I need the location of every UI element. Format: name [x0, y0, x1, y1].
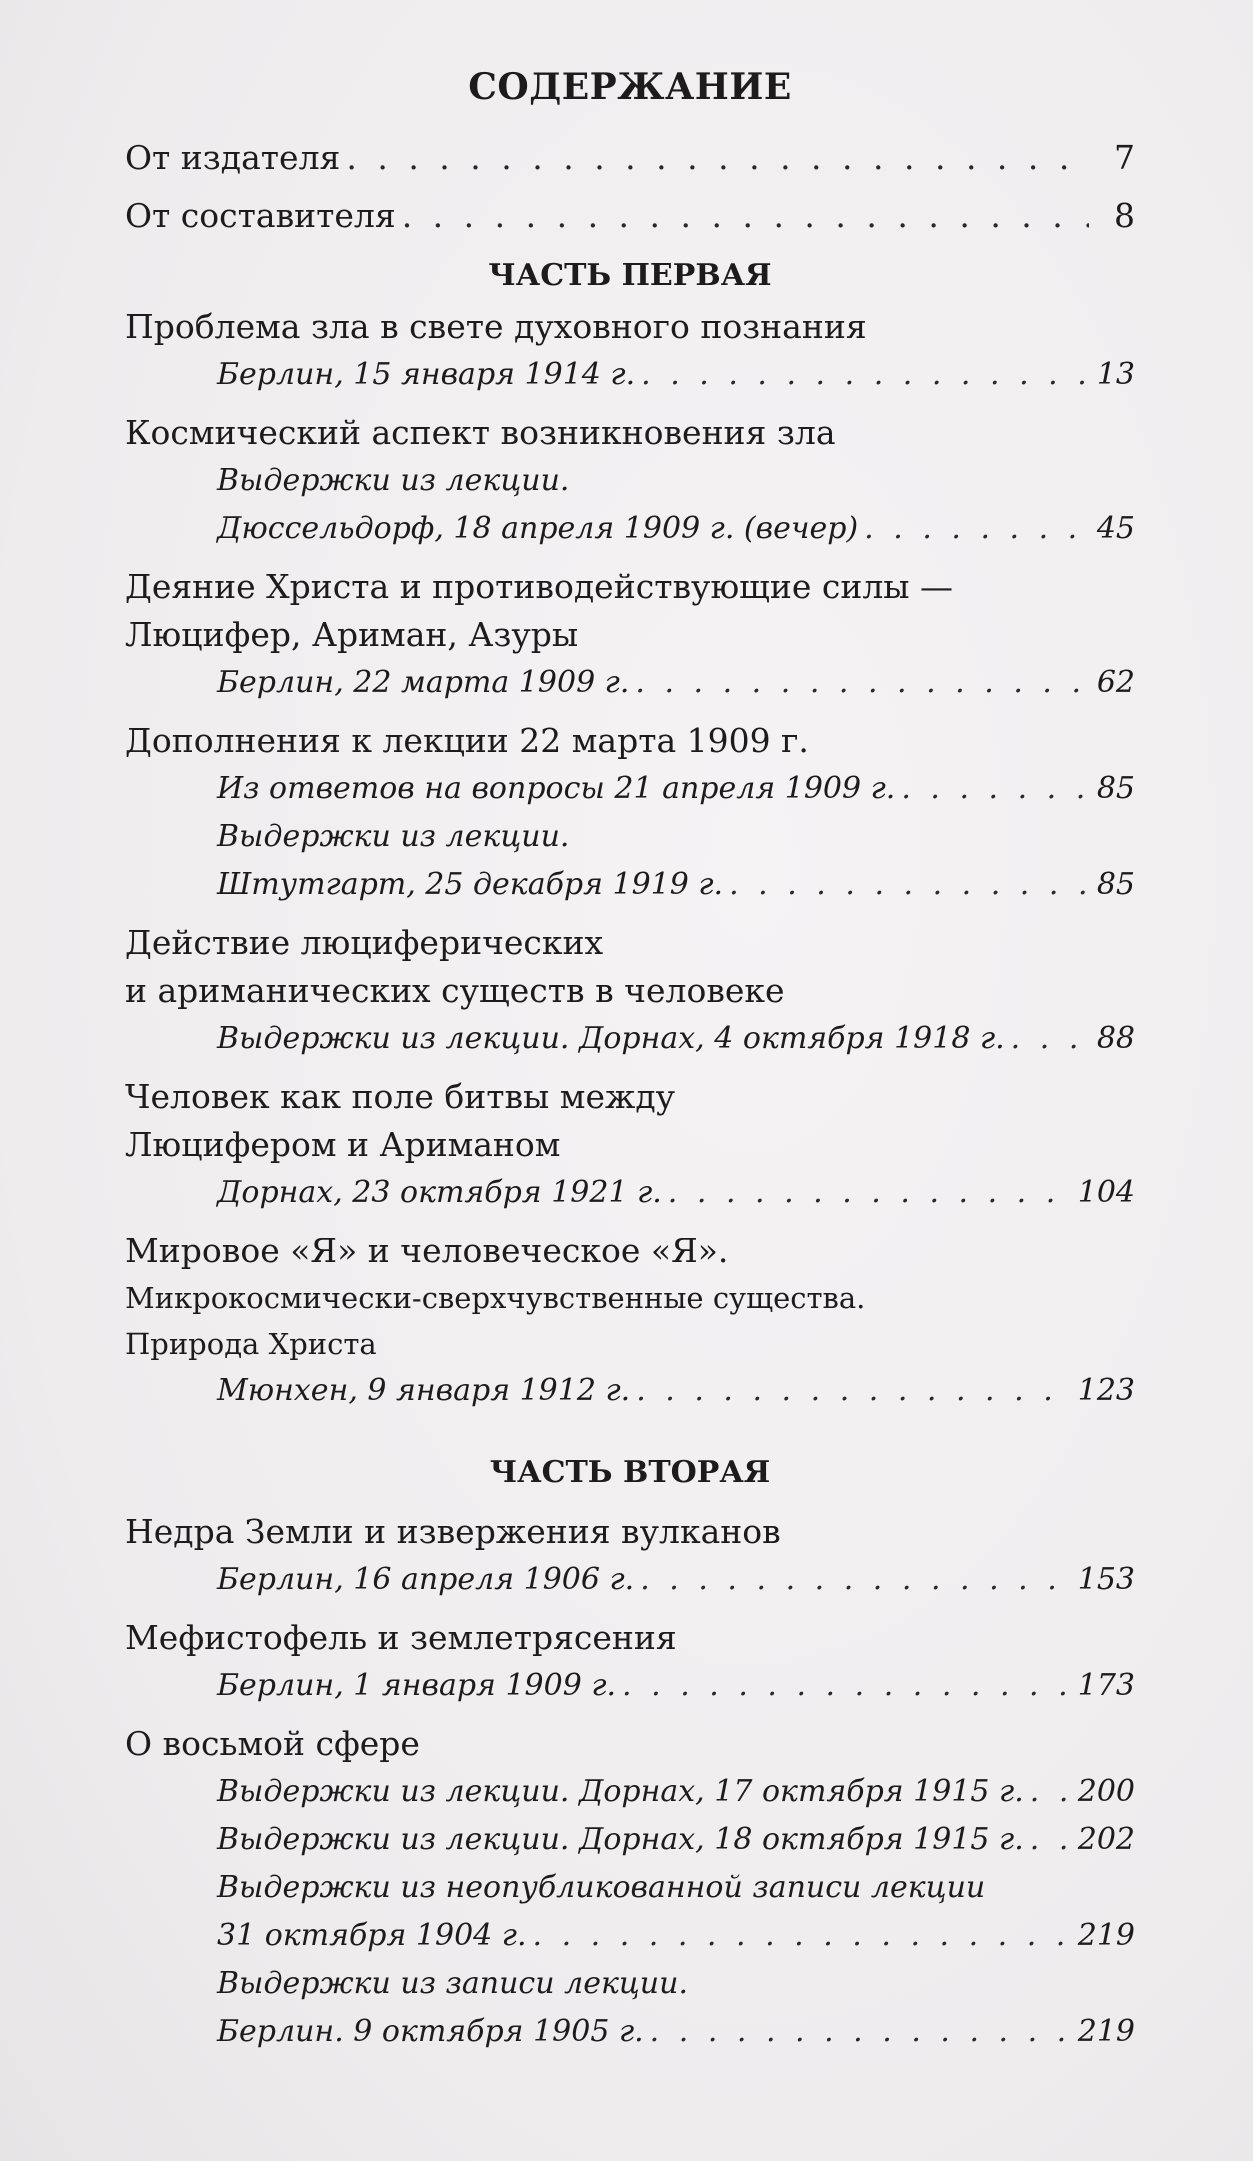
toc-entry[interactable]: Деяние Христа и противодействующие силы — Люцифер, Ариман, Азуры Берлин, 22 марта 1909 г. . . . 62: [125, 563, 1135, 707]
page-number: 8: [1114, 196, 1135, 235]
page-number: 104: [1077, 1175, 1135, 1210]
toc-entry-publisher[interactable]: От издателя . . . 7: [125, 134, 1135, 182]
toc-entry[interactable]: Человек как поле битвы между Люцифером и Ариманом Дорнах, 23 октября 1921 г. . . . 104: [125, 1073, 1135, 1217]
page-number: 153: [1077, 1562, 1135, 1597]
page-number: 7: [1114, 138, 1135, 177]
toc-entry-compiler[interactable]: От составителя . . . 8: [125, 192, 1135, 240]
page-number: 202: [1077, 1822, 1135, 1857]
page-number: 62: [1096, 665, 1135, 700]
part-one-heading: ЧАСТЬ ПЕРВАЯ: [488, 258, 772, 293]
toc-entry[interactable]: Мировое «Я» и человеческое «Я». Микрокосмически-сверхчувственные существа. Природа Христа Мюнхен, 9 января 1912 г. . . . 123: [125, 1227, 1135, 1415]
page-number: 13: [1096, 357, 1135, 392]
part-two-heading: ЧАСТЬ ВТОРАЯ: [489, 1455, 771, 1490]
page-number: 219: [1077, 1918, 1135, 1953]
page-number: 219: [1077, 2014, 1135, 2049]
page-number: 85: [1096, 867, 1135, 902]
contents-title: СОДЕРЖАНИЕ: [468, 66, 792, 108]
page-number: 85: [1096, 771, 1135, 806]
toc-entry[interactable]: Действие люциферических и ариманических существ в человеке Выдержки из лекции. Дорнах, 4 октября 1918 г. . . . 88: [125, 919, 1135, 1063]
toc-entry[interactable]: Мефистофель и землетрясения Берлин, 1 января 1909 г. . . . 173: [125, 1614, 1135, 1710]
toc-entry[interactable]: Дополнения к лекции 22 марта 1909 г. Из ответов на вопросы 21 апреля 1909 г. . . . 85 Выдержки из лекции. Штутгарт, 25 декабря 1919 г. . . . 85: [125, 717, 1135, 909]
toc-entry[interactable]: О восьмой сфере Выдержки из лекции. Дорнах, 17 октября 1915 г. . . . 200 Выдержки из лекции. Дорнах, 18 октября 1915 г. . . . 202 Выдержки из неопубликованной записи лекции 31 октября 1904 г. . . . 219 Выдержки из записи лекции. Берлин. 9 октября 1905 г. . . . 219: [125, 1720, 1135, 2056]
page-number: 173: [1077, 1668, 1135, 1703]
page-number: 88: [1096, 1021, 1135, 1056]
toc-entry[interactable]: Недра Земли и извержения вулканов Берлин, 16 апреля 1906 г. . . . 153: [125, 1508, 1135, 1604]
toc-entry[interactable]: Проблема зла в свете духовного познания Берлин, 15 января 1914 г. . . . 13: [125, 303, 1135, 399]
page-number: 200: [1077, 1774, 1135, 1809]
toc-entry[interactable]: Космический аспект возникновения зла Выдержки из лекции. Дюссельдорф, 18 апреля 1909 г. (вечер) . . . 45: [125, 409, 1135, 553]
page-number: 123: [1077, 1373, 1135, 1408]
table-of-contents: [125, 40, 1135, 2056]
page-number: 45: [1096, 511, 1135, 546]
